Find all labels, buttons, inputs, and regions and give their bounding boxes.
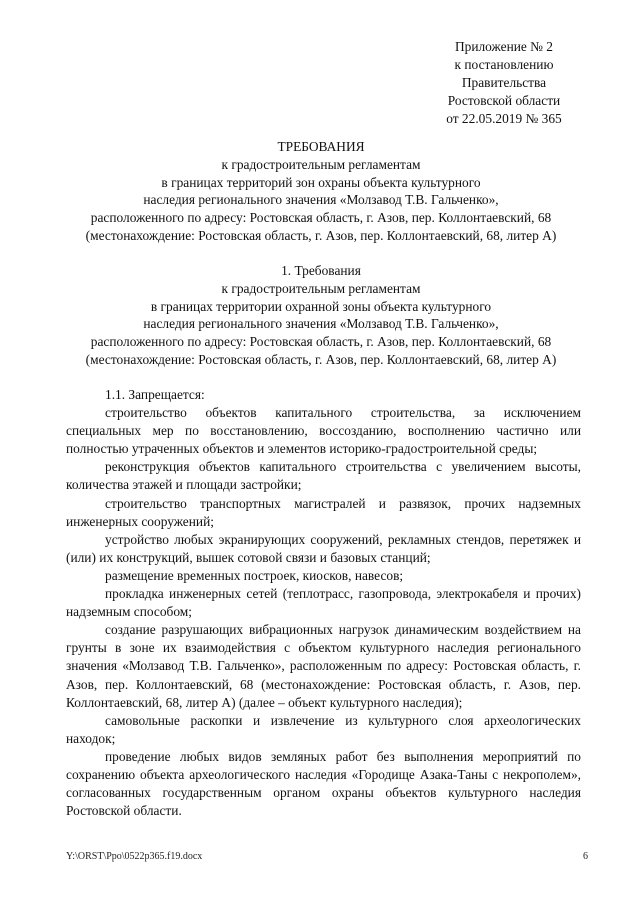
appendix-line: от 22.05.2019 № 365 — [446, 111, 562, 126]
title-line: наследия регионального значения «Молзавод Т.В. Гальченко», — [143, 192, 499, 208]
prohibition-paragraph: размещение временных построек, киосков, навесов; — [105, 567, 404, 583]
section-heading: 1. Требования — [281, 263, 361, 278]
body-text — [66, 386, 581, 820]
prohibition-paragraph: реконструкция объектов капитального строительства с увеличением высоты, количества этажей и площади застройки; — [66, 459, 581, 493]
page-number: 6 — [583, 851, 588, 862]
section-line: в границах территории охранной зоны объекта культурного — [150, 298, 492, 314]
appendix-line: к постановлению — [454, 57, 554, 72]
section-line: расположенного по адресу: Ростовская область, г. Азов, пер. Коллонтаевский, 68 — [90, 334, 552, 350]
prohibition-paragraph: самовольные раскопки и извлечение из культурного слоя археологических находок; — [66, 712, 581, 746]
title-line: (местонахождение: Ростовская область, г. Азов, пер. Коллонтаевский, 68, литер А) — [85, 227, 557, 243]
title-line: в границах территорий зон охраны объекта культурного — [161, 174, 481, 190]
appendix-line: Ростовской области — [447, 93, 561, 108]
section-1-heading-block — [60, 262, 582, 369]
prohibition-paragraph: строительство объектов капитального строительства, за исключением специальных мер по восстановлению, воссозданию, восполнению частично или полностью утраченных объектов и элементов историко-градостроительной среды; — [66, 405, 581, 457]
prohibition-paragraph: устройство любых экранирующих сооружений, рекламных стендов, перетяжек и (или) их конструкций, вышек сотовой связи и базовых станций; — [66, 531, 581, 565]
prohibition-paragraph: проведение любых видов земляных работ без выполнения мероприятий по сохранению объекта археологического наследия «Городище Азака-Таны с некрополем», согласованных государственным органом охраны объектов культурного наследия Ростовской области. — [66, 748, 581, 819]
document-title-block — [60, 138, 582, 245]
title-line: расположенного по адресу: Ростовская область, г. Азов, пер. Коллонтаевский, 68 — [90, 210, 552, 226]
section-line: наследия регионального значения «Молзавод Т.В. Гальченко», — [143, 316, 499, 332]
section-line: к градостроительным регламентам — [221, 280, 421, 296]
item-heading: 1.1. Запрещается: — [105, 387, 205, 402]
appendix-block — [412, 38, 596, 128]
title-line: к градостроительным регламентам — [221, 156, 421, 172]
document-title: ТРЕБОВАНИЯ — [277, 139, 365, 154]
section-line: (местонахождение: Ростовская область, г. Азов, пер. Коллонтаевский, 68, литер А) — [85, 351, 557, 367]
prohibition-paragraph: прокладка инженерных сетей (теплотрасс, газопровода, электрокабеля и прочих) надземным способом; — [66, 586, 581, 620]
prohibition-paragraph: строительство транспортных магистралей и развязок, прочих надземных инженерных сооружений; — [66, 495, 581, 529]
appendix-line: Правительства — [461, 75, 547, 90]
appendix-line: Приложение № 2 — [454, 39, 554, 54]
footer-file-path: Y:\ORST\Ppo\0522p365.f19.docx — [66, 851, 203, 862]
prohibition-paragraph: создание разрушающих вибрационных нагрузок динамическим воздействием на грунты в зоне их взаимодействия с объектом культурного наследия регионального значения «Молзавод Т.В. Гальченко», расположенным по адресу: Ростовская область, г. Азов, пер. Коллонтаевский, 68 (местонахождение: Ростовская область, г. Азов, пер. Коллонтаевский, 68, литер А) (далее – объект культурного наследия); — [66, 622, 581, 710]
